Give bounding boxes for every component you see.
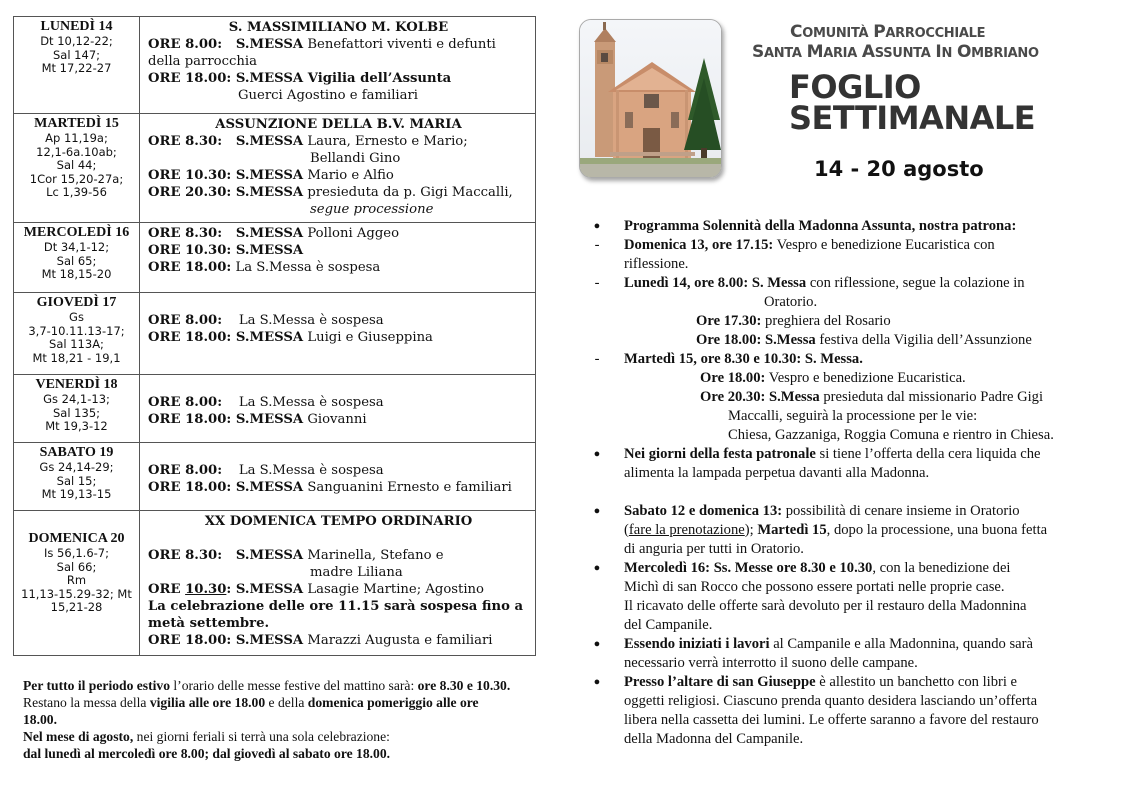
feast-title: S. MASSIMILIANO M. KOLBE: [228, 20, 449, 35]
scripture-reference: 15,21-28: [50, 600, 103, 614]
notice-line: [590, 217, 1100, 236]
notice-line: [590, 616, 1100, 635]
notice-text: possibilità di cenare insieme in Oratorio: [782, 503, 1020, 519]
mass-intention: La S.Messa è sospesa: [222, 463, 384, 478]
notice-text: Ore 17.30:: [696, 313, 762, 329]
note-text: Restano la messa della: [23, 695, 150, 710]
mass-line: [148, 329, 529, 346]
mass-line: [148, 201, 529, 218]
mass-line: [148, 184, 529, 201]
scripture-reference: Dt 10,12-22;: [40, 34, 113, 48]
note-text: 18.00.: [23, 712, 57, 727]
mass-time: ORE 18.00: S.MESSA Vigilia dell’Assunta: [148, 71, 452, 86]
mass-time: ORE 8.00:: [148, 463, 223, 478]
mass-time: ORE 20.30: S.MESSA: [148, 185, 304, 200]
mass-line: [148, 598, 529, 615]
notice-text: al Campanile e alla Madonnina, quando sarà: [769, 636, 1033, 652]
scripture-reference: Gs 24,1-13;: [43, 392, 110, 406]
notice-text: , dopo la processione, una buona fetta: [826, 522, 1048, 538]
day-name: LUNEDÌ 14: [40, 19, 113, 34]
mass-time: metà settembre.: [148, 616, 270, 631]
mass-time: La celebrazione delle ore 11.15 sarà sospesa fino a: [148, 599, 524, 614]
notice-text: oggetti religiosi. Ciascuno prenda quanto desidera lasciando un’offerta: [624, 693, 1038, 709]
mass-line: [148, 615, 529, 632]
feast-title: XX DOMENICA TEMPO ORDINARIO: [204, 514, 473, 529]
mass-time: ORE 8.30: S.MESSA: [148, 548, 304, 563]
notice-text: Vespro e benedizione Eucaristica con: [773, 237, 995, 253]
bullet-icon: ●: [593, 505, 601, 517]
notice-line: [590, 350, 1100, 369]
notice-line: [590, 673, 1100, 692]
day-cell: [14, 223, 140, 293]
schedule-row: [14, 17, 536, 114]
bullet-icon: ●: [593, 676, 601, 688]
mass-intention: della parrocchia: [148, 54, 257, 69]
notices-list: [590, 217, 1100, 749]
bullet-icon: ●: [593, 220, 601, 232]
notice-text: Oratorio.: [764, 294, 818, 310]
note-text: l’orario delle messe festive del mattino sarà:: [170, 678, 418, 693]
mass-time: ORE 18.00: S.MESSA: [148, 330, 304, 345]
notice-line: [590, 236, 1100, 255]
mass-intention: Laura, Ernesto e Mario;: [303, 134, 468, 149]
notice-line: [590, 597, 1100, 616]
mass-intention: Lasagie Martine; Agostino: [303, 582, 484, 597]
note-text: ore 8.30 e 10.30.: [417, 678, 511, 693]
notice-text: Ore 20.30: [700, 389, 761, 405]
mass-time: ORE 8.00: S.MESSA: [148, 37, 304, 52]
scripture-reference: 3,7-10.11.13-17;: [28, 323, 125, 338]
scripture-reference: Gs: [69, 310, 84, 324]
notice-line: [590, 654, 1100, 673]
mass-time: : S.MESSA: [226, 582, 304, 597]
title-line2: SETTIMANALE: [789, 99, 1036, 137]
scripture-reference: Mt 18,21 - 19,1: [32, 350, 121, 365]
summer-schedule-note: [23, 677, 538, 762]
notice-text: riflessione.: [624, 256, 689, 272]
notice-text: di anguria per tutti in Oratorio.: [624, 541, 804, 557]
notice-text: libera nella cassetta dei lumini. Le offerte saranno a favore del restauro: [624, 712, 1039, 728]
schedule-row: [14, 511, 536, 656]
mass-line: [148, 377, 529, 394]
scripture-reference: Ap 11,19a;: [45, 131, 108, 145]
mass-line: [148, 242, 529, 259]
mass-line: [148, 581, 529, 598]
bullet-icon: ●: [593, 448, 601, 460]
day-name: MERCOLEDÌ 16: [23, 225, 130, 240]
mass-intention: Benefattori viventi e defunti: [303, 37, 496, 52]
church-photo: [579, 19, 722, 178]
mass-line: [148, 530, 529, 547]
notice-text: si tiene l’offerta della cera liquida che: [815, 446, 1041, 462]
scripture-reference: Sal 44;: [56, 158, 97, 172]
scripture-reference: Rm: [66, 573, 87, 587]
mass-cell: [140, 443, 536, 511]
notice-text: Domenica 13, ore 17.15:: [624, 237, 774, 253]
notice-text: (: [624, 522, 629, 538]
mass-line: [148, 53, 529, 70]
schedule-row: [14, 223, 536, 293]
notice-line: [590, 312, 1100, 331]
notice-line: [590, 331, 1100, 350]
notice-text: necessario verrà interrotto il suono delle campane.: [624, 655, 918, 671]
mass-intention: [148, 296, 152, 311]
mass-time: 10.30: [185, 582, 227, 597]
notice-text: , con la benedizione dei: [872, 560, 1011, 576]
notice-line: [590, 274, 1100, 293]
mass-time: ORE 8.00:: [148, 313, 223, 328]
notice-line: [590, 711, 1100, 730]
dash-icon: -: [594, 275, 600, 291]
notice-text: Michì di san Rocco che possono essere portati nelle proprie case.: [624, 579, 1005, 595]
note-text: domenica pomeriggio alle ore: [307, 695, 479, 710]
notice-line: [590, 521, 1100, 540]
notice-line: [590, 730, 1100, 749]
notice-text: preghiera del Rosario: [761, 313, 891, 329]
mass-line: [148, 632, 529, 649]
mass-intention: Sanguanini Ernesto e familiari: [303, 480, 512, 495]
schedule-row: [14, 293, 536, 375]
notice-text: Lunedì 14, ore 8.00: S. Messa: [624, 275, 807, 291]
mass-line: [148, 167, 529, 184]
scripture-reference: Gs 24,14-29;: [39, 460, 114, 474]
church-illustration: [580, 20, 721, 177]
notice-line: [590, 502, 1100, 521]
day-name: MARTEDÌ 15: [34, 116, 119, 131]
scripture-reference: Is 56,1.6-7;: [44, 546, 109, 560]
notice-text: Ore 18.00: S.Messa: [696, 332, 816, 348]
mass-time: ORE 18.00: S.MESSA: [148, 480, 304, 495]
scripture-reference: Sal 113A;: [49, 337, 104, 351]
notice-line: [590, 255, 1100, 274]
notice-text: : S.Messa: [760, 389, 820, 405]
note-text: Nel mese di agosto,: [23, 729, 134, 744]
notice-text: Mercoledì 16: Ss. Messe ore 8.30 e 10.30: [624, 560, 873, 576]
notice-text: Maccalli, seguirà la processione per le vie:: [728, 408, 978, 424]
title-line1: FOGLIO: [789, 68, 921, 106]
mass-intention: Marinella, Stefano e: [303, 548, 444, 563]
scripture-reference: Lc 1,39-56: [46, 185, 107, 199]
scripture-reference: Sal 135;: [52, 405, 101, 420]
note-text: nei giorni feriali si terrà una sola celebrazione:: [133, 729, 390, 744]
day-cell: [14, 443, 140, 511]
day-name: SABATO 19: [39, 445, 114, 460]
mass-time: ORE 10.30: S.MESSA: [148, 243, 304, 258]
mass-line: [148, 312, 529, 329]
notice-text: Programma Solennità della Madonna Assunta, nostra patrona:: [624, 218, 1017, 234]
spacer: [590, 483, 1100, 502]
mass-cell: [140, 375, 536, 443]
mass-time: ORE 10.30: S.MESSA: [148, 168, 304, 183]
mass-line: [148, 394, 529, 411]
schedule-row: [14, 114, 536, 223]
mass-intention: segue processione: [310, 202, 434, 217]
mass-time: ORE 8.00:: [148, 395, 223, 410]
notice-text: alimenta la lampada perpetua davanti alla Madonna.: [624, 465, 930, 481]
mass-line: [148, 547, 529, 564]
mass-time: ORE 8.30: S.MESSA: [148, 134, 304, 149]
mass-intention: Luigi e Giuseppina: [303, 330, 433, 345]
mass-intention: presieduta da p. Gigi Maccalli,: [303, 185, 513, 200]
scripture-reference: Sal 15;: [56, 473, 97, 488]
feast-title: ASSUNZIONE DELLA B.V. MARIA: [215, 117, 462, 132]
notice-line: [590, 293, 1100, 312]
scripture-reference: 12,1-6a.10ab;: [36, 144, 117, 159]
mass-intention: Marazzi Augusta e familiari: [303, 633, 493, 648]
notice-text: festiva della Vigilia dell’Assunzione: [815, 332, 1032, 348]
notice-text: del Campanile.: [624, 617, 713, 633]
day-cell: [14, 114, 140, 223]
notice-text: );: [744, 522, 758, 538]
notice-text: Martedì 15: [757, 522, 827, 538]
scripture-reference: Sal 147;: [52, 47, 101, 62]
notice-text: della Madonna del Campanile.: [624, 731, 804, 747]
mass-intention: La S.Messa è sospesa: [222, 395, 384, 410]
mass-line: [148, 564, 529, 581]
notice-line: [590, 445, 1100, 464]
mass-time: ORE 8.30: S.MESSA: [148, 226, 304, 241]
mass-intention: [148, 446, 152, 461]
schedule-row: [14, 375, 536, 443]
day-name: VENERDÌ 18: [35, 377, 118, 392]
mass-line: [148, 445, 529, 462]
notice-line: [590, 692, 1100, 711]
mass-intention: [148, 531, 152, 546]
notice-text: Chiesa, Gazzaniga, Roggia Comuna e rientro in Chiesa.: [728, 427, 1054, 443]
notice-line: [590, 369, 1100, 388]
mass-line: [148, 133, 529, 150]
day-cell: [14, 511, 140, 656]
scripture-reference: Sal 65;: [56, 253, 97, 268]
mass-cell: [140, 223, 536, 293]
scripture-reference: Sal 66;: [56, 559, 97, 574]
notice-text: Vespro e benedizione Eucaristica.: [765, 370, 966, 386]
mass-intention: madre Liliana: [310, 565, 403, 580]
mass-line: [148, 70, 529, 87]
notice-line: [590, 407, 1100, 426]
notice-text: Ore 18.00:: [700, 370, 766, 386]
day-name: DOMENICA 20: [28, 531, 125, 546]
notice-text: fare la prenotazione: [628, 522, 745, 538]
scripture-reference: Dt 34,1-12;: [43, 240, 110, 254]
mass-cell: [140, 17, 536, 114]
mass-schedule-table: [13, 16, 536, 656]
scripture-reference: Mt 19,3-12: [45, 419, 108, 433]
day-cell: [14, 375, 140, 443]
mass-time: ORE 18.00: S.MESSA: [148, 412, 304, 427]
notice-text: Nei giorni della festa patronale: [624, 446, 816, 462]
notice-line: [590, 540, 1100, 559]
note-text: vigilia alle ore 18.00: [149, 695, 266, 710]
day-cell: [14, 293, 140, 375]
mass-time: ORE 18.00:: [148, 260, 232, 275]
bullet-icon: ●: [593, 562, 601, 574]
parish-name-line1: COMUNITÀ PARROCCHIALE: [790, 22, 986, 42]
mass-line: [148, 259, 529, 276]
note-text: dal lunedì al mercoledì ore 8.00; dal giovedì al sabato ore 18.00.: [23, 746, 391, 761]
scripture-reference: 11,13-15.29-32; Mt: [21, 586, 132, 601]
week-dates: 14 - 20 agosto: [814, 157, 984, 181]
mass-intention: Giovanni: [303, 412, 367, 427]
notice-line: [590, 464, 1100, 483]
mass-line: [148, 462, 529, 479]
mass-intention: Polloni Aggeo: [303, 226, 400, 241]
notice-text: Presso l’altare di san Giuseppe: [624, 674, 816, 690]
mass-line: [148, 150, 529, 167]
mass-cell: [140, 511, 536, 656]
notice-line: [590, 388, 1100, 407]
note-text: Per tutto il periodo estivo: [23, 678, 170, 693]
parish-name-line2: SANTA MARIA ASSUNTA IN OMBRIANO: [752, 42, 1039, 62]
notice-line: [590, 635, 1100, 654]
bulletin-title: [789, 68, 1036, 137]
notice-line: [590, 426, 1100, 445]
mass-intention: [148, 378, 152, 393]
mass-line: [148, 36, 529, 53]
notice-text: Il ricavato delle offerte sarà devoluto per il restauro della Madonnina: [624, 598, 1027, 614]
scripture-reference: Mt 19,13-15: [41, 487, 112, 501]
mass-cell: [140, 293, 536, 375]
dash-icon: -: [594, 237, 600, 253]
mass-line: [148, 411, 529, 428]
mass-line: [148, 295, 529, 312]
notice-text: Essendo iniziati i lavori: [624, 636, 770, 652]
mass-intention: Guerci Agostino e familiari: [238, 88, 419, 103]
mass-intention: La S.Messa è sospesa: [231, 260, 381, 275]
mass-cell: [140, 114, 536, 223]
mass-intention: Bellandi Gino: [310, 151, 401, 166]
mass-time: ORE: [148, 582, 186, 597]
notice-text: presieduta dal missionario Padre Gigi: [819, 389, 1044, 405]
notice-text: è allestito un banchetto con libri e: [815, 674, 1018, 690]
mass-time: ORE 18.00: S.MESSA: [148, 633, 304, 648]
mass-line: [148, 87, 529, 104]
dash-icon: -: [594, 351, 600, 367]
mass-line: [148, 479, 529, 496]
scripture-reference: Mt 17,22-27: [41, 61, 112, 75]
schedule-row: [14, 443, 536, 511]
bullet-icon: ●: [593, 638, 601, 650]
mass-line: [148, 225, 529, 242]
notice-text: con riflessione, segue la colazione in: [806, 275, 1025, 291]
scripture-reference: 1Cor 15,20-27a;: [29, 171, 124, 186]
notice-line: [590, 559, 1100, 578]
day-cell: [14, 17, 140, 114]
notice-text: Martedì 15, ore 8.30 e 10.30: S. Messa.: [624, 351, 863, 367]
note-text: e della: [265, 695, 308, 710]
mass-intention: Mario e Alfio: [303, 168, 394, 183]
notice-text: Sabato 12 e domenica 13:: [624, 503, 783, 519]
mass-intention: La S.Messa è sospesa: [222, 313, 384, 328]
notice-line: [590, 578, 1100, 597]
day-name: GIOVEDÌ 17: [36, 295, 117, 310]
scripture-reference: Mt 18,15-20: [41, 267, 112, 281]
